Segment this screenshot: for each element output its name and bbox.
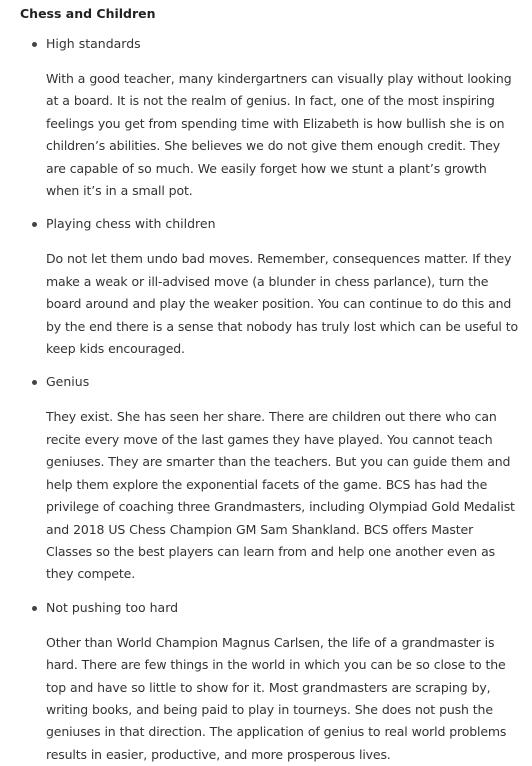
section-heading: Playing chess with children xyxy=(46,216,216,232)
section-paragraph: With a good teacher, many kindergartners can visually play without looking at a board. It is not the realm of genius. In fact, one of the most inspiring feelings you get from spending time with Elizabeth is how bullish she is on children’s abilities. She believes we do not give them enough credit. They are capable of so much. We easily forget how we stunt a plant’s growth when it’s in a small pot. xyxy=(46,71,512,199)
bullet-dot-icon xyxy=(32,380,37,385)
section-paragraph: They exist. She has seen her share. There are children out there who can recite every move of the last games they have played. You cannot teach geniuses. They are smarter than the teachers. But you can guide them and help them explore the exponential facets of the game. BCS has had the privilege of coaching three Grandmasters, including Olympiad Gold Medalist and 2018 US Chess Champion GM Sam Shankland. BCS offers Master Classes so the best players can learn from and help one another even as they compete. xyxy=(46,409,515,582)
section-playing-chess-with-children xyxy=(20,216,520,360)
article-title: Chess and Children xyxy=(20,6,156,21)
section-heading: High standards xyxy=(46,36,141,51)
bullet-item xyxy=(20,600,520,616)
section-heading: Genius xyxy=(46,374,90,390)
section-not-pushing-too-hard xyxy=(20,600,520,766)
bullet-item xyxy=(20,216,520,232)
bullet-dot-icon xyxy=(32,606,37,611)
bullet-item xyxy=(20,36,520,52)
section-paragraph: Other than World Champion Magnus Carlsen, the life of a grandmaster is hard. There are few things in the world in which you can be so close to the top and have so little to show for it. Most grandmasters are scraping by, writing books, and being paid to play in tourneys. She does not push the geniuses in that direction. The application of genius to real world problems results in easier, productive, and more prosperous lives. xyxy=(46,634,507,762)
section-genius xyxy=(20,374,520,585)
bullet-dot-icon xyxy=(32,222,37,227)
section-paragraph: Do not let them undo bad moves. Remember, consequences matter. If they make a weak or ill-advised move (a blunder in chess parlance), turn the board around and play the weaker position. You can continue to do this and by the end there is a sense that nobody has truly lost which can be useful to keep kids encouraged. xyxy=(46,251,518,357)
section-high-standards xyxy=(20,36,520,202)
section-heading: Not pushing too hard xyxy=(46,599,179,615)
bullet-dot-icon xyxy=(32,42,37,47)
bullet-item xyxy=(20,374,520,390)
